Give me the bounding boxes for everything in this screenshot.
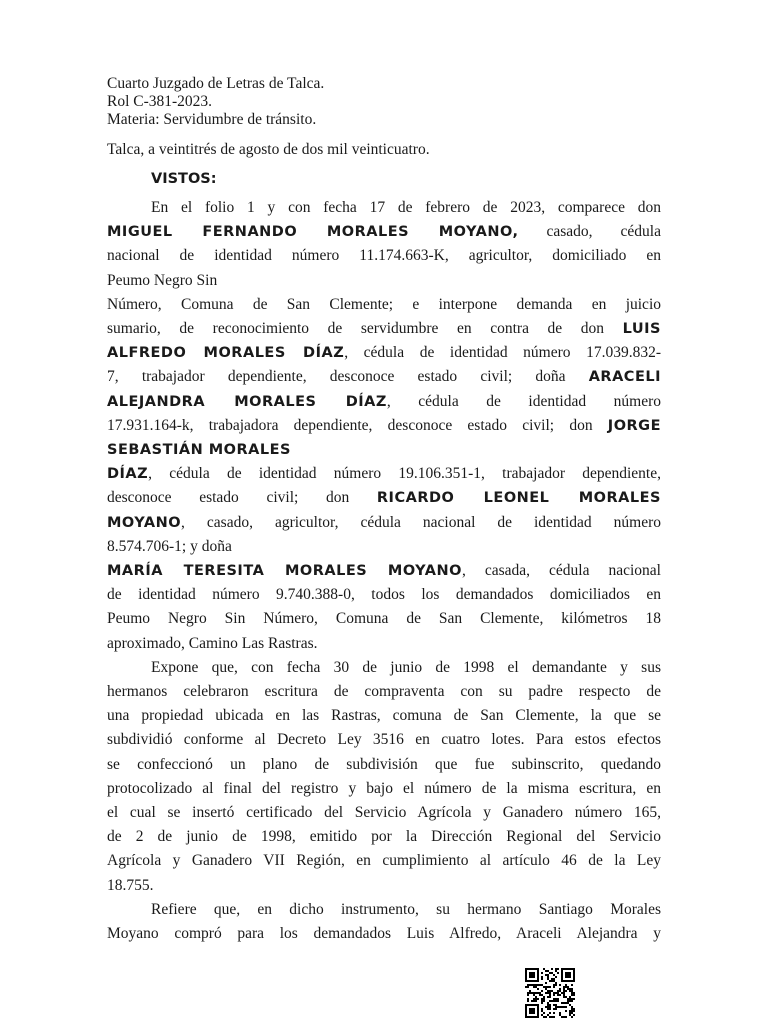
text-line bbox=[107, 801, 661, 825]
text-line bbox=[107, 293, 661, 317]
text-segment: aproximado, Camino Las Rastras. bbox=[107, 635, 318, 652]
text-segment: , cédula de identidad número 17.039.832- bbox=[344, 344, 661, 361]
bold-name: RICARDO LEONEL MORALES bbox=[376, 490, 661, 506]
bold-name: ALEJANDRA MORALES DÍAZ bbox=[107, 394, 387, 410]
text-segment: Moyano compró para los demandados Luis Alfredo, Araceli Alejandra y bbox=[107, 925, 661, 942]
text-segment: nacional de identidad número 11.174.663-K, agricultor, domiciliado en bbox=[107, 247, 661, 264]
text-segment: se confeccionó un plano de subdivisión que fue subinscrito, quedando bbox=[107, 756, 661, 773]
text-segment: Número, Comuna de San Clemente; e interpone demanda en juicio bbox=[107, 296, 661, 313]
text-segment: En el folio 1 y con fecha 17 de febrero de 2023, comparece don bbox=[151, 199, 661, 216]
text-segment: Peumo Negro Sin bbox=[107, 272, 218, 289]
text-line bbox=[107, 511, 661, 535]
text-segment: , casado, agricultor, cédula nacional de identidad número bbox=[181, 514, 661, 531]
text-line bbox=[107, 365, 661, 389]
date-line: Talca, a veintitrés de agosto de dos mil veinticuatro. bbox=[107, 141, 430, 158]
text-line bbox=[107, 607, 661, 631]
text-line bbox=[107, 341, 661, 365]
text-line bbox=[107, 922, 661, 946]
text-line bbox=[107, 583, 661, 607]
text-segment: Agrícola y Ganadero VII Región, en cumplimiento al artículo 46 de la Ley bbox=[107, 852, 661, 869]
text-line bbox=[107, 438, 661, 462]
text-line bbox=[107, 559, 661, 583]
bold-name: MARÍA TERESITA MORALES MOYANO bbox=[107, 563, 462, 579]
text-line bbox=[107, 777, 661, 801]
text-line bbox=[107, 704, 661, 728]
text-segment: sumario, de reconocimiento de servidumbre en contra de don bbox=[107, 320, 623, 337]
text-segment: una propiedad ubicada en las Rastras, comuna de San Clemente, la que se bbox=[107, 707, 661, 724]
text-line bbox=[107, 680, 661, 704]
court-name: Cuarto Juzgado de Letras de Talca. bbox=[107, 75, 325, 92]
text-segment: Expone que, con fecha 30 de junio de 1998 el demandante y sus bbox=[151, 659, 661, 676]
text-segment: Refiere que, en dicho instrumento, su hermano Santiago Morales bbox=[151, 901, 661, 918]
text-segment: de identidad número 9.740.388-0, todos los demandados domiciliados en bbox=[107, 586, 661, 603]
qr-code-icon bbox=[525, 968, 575, 1018]
bold-name: ARACELI bbox=[588, 369, 661, 385]
case-number: Rol C-381-2023. bbox=[107, 93, 213, 110]
text-line bbox=[107, 486, 661, 510]
text-segment: 7, trabajador dependiente, desconoce estado civil; doña bbox=[107, 368, 589, 385]
text-line bbox=[107, 244, 661, 268]
bold-name: LUIS bbox=[622, 321, 661, 337]
text-line bbox=[107, 414, 661, 438]
text-line bbox=[107, 390, 661, 414]
text-segment: casado, cédula bbox=[518, 223, 661, 240]
text-segment: el cual se insertó certificado del Servicio Agrícola y Ganadero número 165, bbox=[107, 804, 661, 821]
text-line bbox=[107, 825, 661, 849]
case-subject: Materia: Servidumbre de tránsito. bbox=[107, 111, 317, 128]
text-line bbox=[107, 535, 661, 559]
bold-name: MOYANO bbox=[107, 515, 182, 531]
text-segment: 8.574.706-1; y doña bbox=[107, 538, 232, 555]
text-segment: , cédula de identidad número 19.106.351-1, trabajador dependiente, bbox=[148, 465, 661, 482]
text-segment: desconoce estado civil; don bbox=[107, 489, 377, 506]
text-line bbox=[107, 728, 661, 752]
text-line bbox=[107, 753, 661, 777]
text-segment: 17.931.164-k, trabajadora dependiente, desconoce estado civil; don bbox=[107, 417, 608, 434]
text-line bbox=[107, 462, 661, 486]
text-line bbox=[107, 874, 661, 898]
bold-name: MIGUEL FERNANDO MORALES MOYANO, bbox=[107, 224, 519, 240]
text-segment: 18.755. bbox=[107, 877, 154, 894]
text-line bbox=[151, 898, 661, 922]
text-line bbox=[107, 269, 661, 293]
text-line bbox=[107, 317, 661, 341]
bold-name: DÍAZ bbox=[107, 466, 149, 482]
bold-name: ALFREDO MORALES DÍAZ bbox=[107, 345, 345, 361]
text-segment: , casada, cédula nacional bbox=[461, 562, 661, 579]
text-line bbox=[107, 849, 661, 873]
text-segment: Peumo Negro Sin Número, Comuna de San Clemente, kilómetros 18 bbox=[107, 610, 661, 627]
text-segment: de 2 de junio de 1998, emitido por la Dirección Regional del Servicio bbox=[107, 828, 661, 845]
text-segment: subdividió conforme al Decreto Ley 3516 en cuatro lotes. Para estos efectos bbox=[107, 731, 661, 748]
bold-name: JORGE bbox=[607, 418, 661, 434]
bold-name: SEBASTIÁN MORALES bbox=[107, 442, 291, 458]
text-line bbox=[151, 656, 661, 680]
text-segment: protocolizado al final del registro y bajo el número de la misma escritura, en bbox=[107, 780, 661, 797]
text-line bbox=[107, 220, 661, 244]
text-segment: , cédula de identidad número bbox=[386, 393, 661, 410]
vistos-heading: VISTOS: bbox=[151, 171, 217, 187]
text-segment: hermanos celebraron escritura de compraventa con su padre respecto de bbox=[107, 683, 661, 700]
text-line bbox=[107, 632, 661, 656]
text-line bbox=[151, 196, 661, 220]
